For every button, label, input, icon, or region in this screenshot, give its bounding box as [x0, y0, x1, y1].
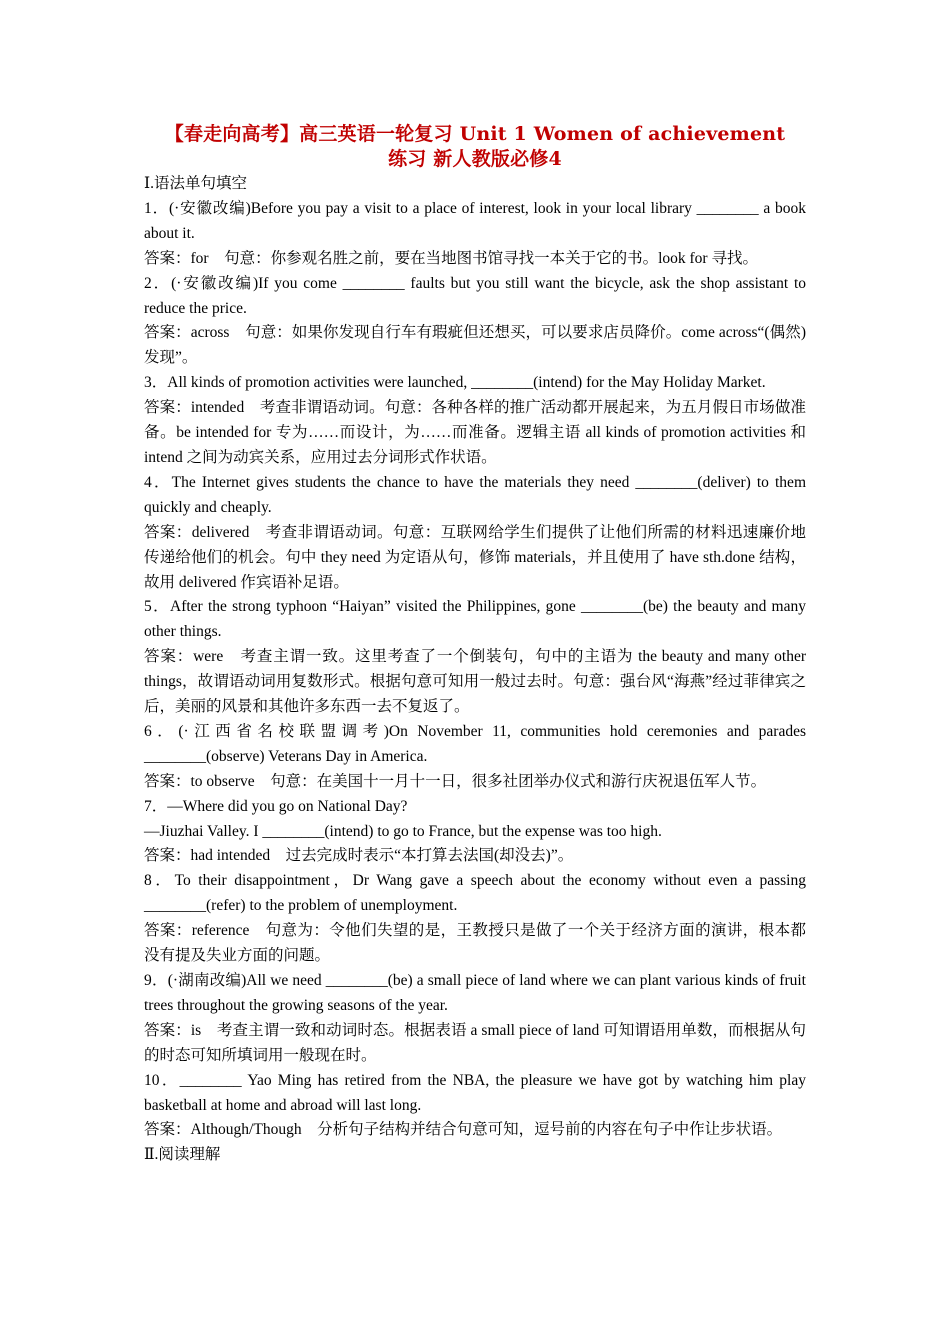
question-9: 9．(·湖南改编)All we need ________(be) a small piece of land where we can plant various kinds of fruit trees throughout the growing seasons of the year.	[144, 972, 806, 1014]
section-heading-reading: Ⅱ.阅读理解	[144, 1146, 221, 1164]
title-line-2: 练习 新人教版必修4	[388, 148, 562, 170]
question-2: 2．(·安徽改编)If you come ________ faults but you still want the bicycle, ask the shop assistant to reduce the price.	[144, 274, 806, 317]
question-6: 6．(·江西省名校联盟调考)On November 11, communities hold ceremonies and parades ________(observe) Veterans Day in America.	[144, 722, 806, 765]
document-title	[144, 122, 806, 172]
answer-2: 答案：across 句意：如果你发现自行车有瑕疵但还想买，可以要求店员降价。come across“(偶然)发现”。	[144, 324, 806, 367]
question-4: 4．The Internet gives students the chance to have the materials they need ________(deliver) to them quickly and cheaply.	[144, 473, 806, 516]
answer-9: 答案：is 考查主谓一致和动词时态。根据表语 a small piece of land 可知谓语用单数，而根据从句的时态可知所填词用一般现在时。	[144, 1021, 806, 1064]
question-7: 7．—Where did you go on National Day?	[144, 797, 408, 815]
answer-3: 答案：intended 考查非谓语动词。句意：各种各样的推广活动都开展起来，为五月假日市场做准备。be intended for 专为……而设计，为……而准备。逻辑主语 all kinds of promotion activities 和 intend 之间为动宾关系，应用过去分词形式作状语。	[144, 399, 806, 466]
question-7-reply: —Jiuzhai Valley. I ________(intend) to go to France, but the expense was too high.	[144, 822, 662, 840]
question-3: 3．All kinds of promotion activities were launched, ________(intend) for the May Holiday Market.	[144, 374, 766, 392]
answer-8: 答案：reference 句意为：令他们失望的是，王教授只是做了一个关于经济方面的演讲，根本都没有提及失业方面的问题。	[144, 922, 806, 965]
answer-7: 答案：had intended 过去完成时表示“本打算去法国(却没去)”。	[144, 847, 574, 865]
answer-1: 答案：for 句意：你参观名胜之前，要在当地图书馆寻找一本关于它的书。look for 寻找。	[144, 249, 758, 267]
question-8: 8．To their disappointment，Dr Wang gave a speech about the economy without even a passing ________(refer) to the problem of unemployment.	[144, 872, 806, 915]
answer-5: 答案：were 考查主谓一致。这里考查了一个倒装句，句中的主语为 the beauty and many other things，故谓语动词用复数形式。根据句意可知用一般过去时。句意：强台风“海燕”经过菲律宾之后，美丽的风景和其他许多东西一去不复返了。	[144, 648, 806, 716]
question-1: 1．(·安徽改编)Before you pay a visit to a place of interest, look in your local library ________ a book about it.	[144, 199, 806, 242]
section-heading-grammar: Ⅰ.语法单句填空	[144, 175, 247, 192]
answer-10: 答案：Although/Though 分析句子结构并结合句意可知，逗号前的内容在句子中作让步状语。	[144, 1121, 783, 1139]
question-10: 10．________ Yao Ming has retired from the NBA, the pleasure we have got by watching him play basketball at home and abroad will last long.	[144, 1071, 806, 1114]
document-page	[144, 122, 806, 1168]
question-5: 5．After the strong typhoon “Haiyan” visited the Philippines, gone ________(be) the beauty and many other things.	[144, 598, 806, 641]
title-line-1: 【春走向高考】高三英语一轮复习 Unit 1 Women of achievement	[164, 123, 786, 145]
answer-6: 答案：to observe 句意：在美国十一月十一日，很多社团举办仪式和游行庆祝退伍军人节。	[144, 772, 767, 790]
answer-4: 答案：delivered 考查非谓语动词。句意：互联网给学生们提供了让他们所需的材料迅速廉价地传递给他们的机会。句中 they need 为定语从句，修饰 materials，并且使用了 have sth.done 结构，故用 delivered 作宾语补足语。	[144, 523, 806, 591]
